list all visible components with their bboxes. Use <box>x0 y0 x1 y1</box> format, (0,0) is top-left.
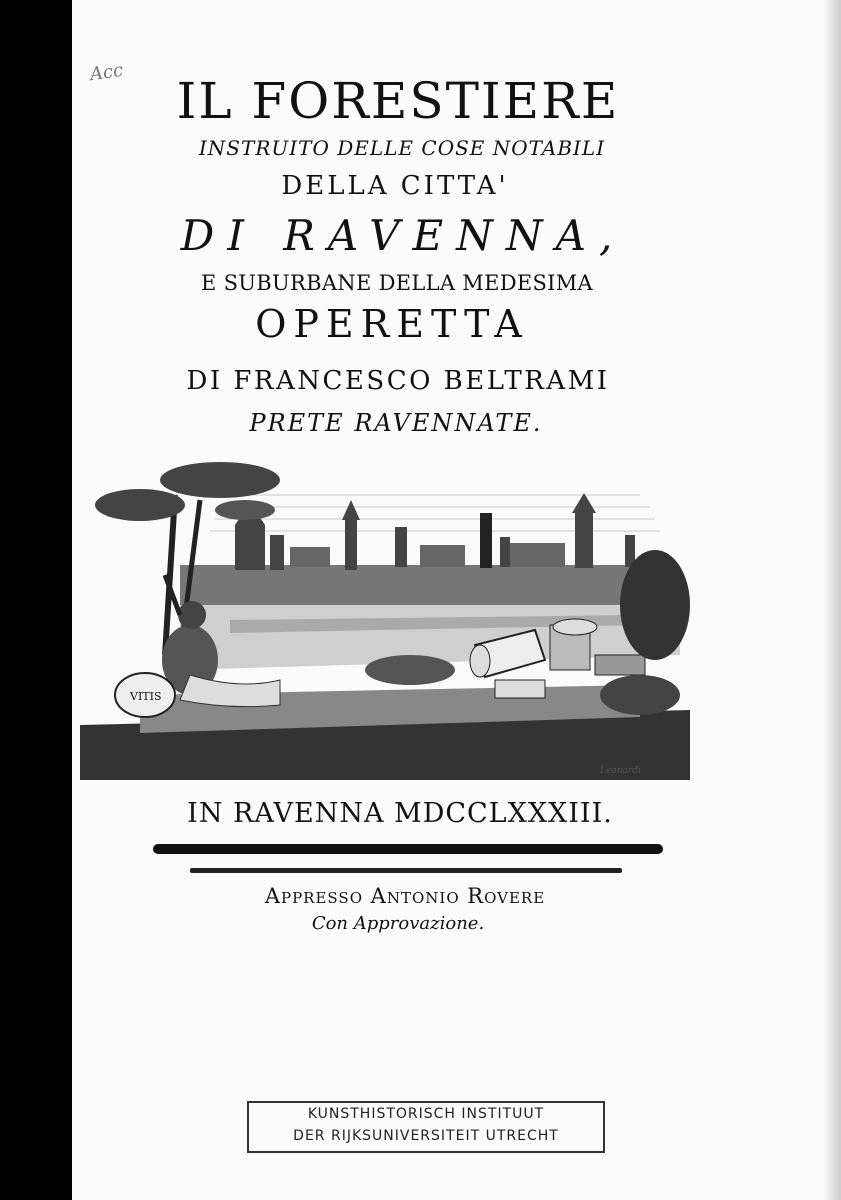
author-line: DI FRANCESCO BELTRAMI <box>186 366 610 396</box>
urn-inscription: VITIS <box>130 690 162 703</box>
operetta-heading: OPERETTA <box>255 302 529 346</box>
subtitle-line-2: DELLA CITTA' <box>281 171 509 201</box>
stamp-line-1: KUNSTHISTORISCH INSTITUUT <box>307 1106 545 1122</box>
city-name: DI RAVENNA, <box>180 211 626 260</box>
vignette-engraving <box>80 455 690 780</box>
thick-rule <box>153 844 663 854</box>
library-stamp <box>247 1101 605 1153</box>
book-title: IL FORESTIERE <box>176 72 620 130</box>
urn <box>115 673 175 717</box>
subtitle-line-1: INSTRUITO DELLE COSE NOTABILI <box>198 136 606 160</box>
approval-line: Con Approvazione. <box>311 913 485 934</box>
publisher-line: Appresso Antonio Rovere <box>264 884 546 908</box>
margin-note: Acc <box>88 59 125 86</box>
subtitle-line-3: E SUBURBANE DELLA MEDESIMA <box>200 271 594 295</box>
thin-rule <box>190 868 622 873</box>
page-edge-shadow <box>823 0 841 1200</box>
imprint-line: IN RAVENNA MDCCLXXXIII. <box>187 798 613 829</box>
stamp-line-2: DER RIJKSUNIVERSITEIT UTRECHT <box>293 1128 559 1144</box>
author-title: PRETE RAVENNATE. <box>249 409 543 437</box>
engraver-signature: Leonardi <box>600 766 641 776</box>
